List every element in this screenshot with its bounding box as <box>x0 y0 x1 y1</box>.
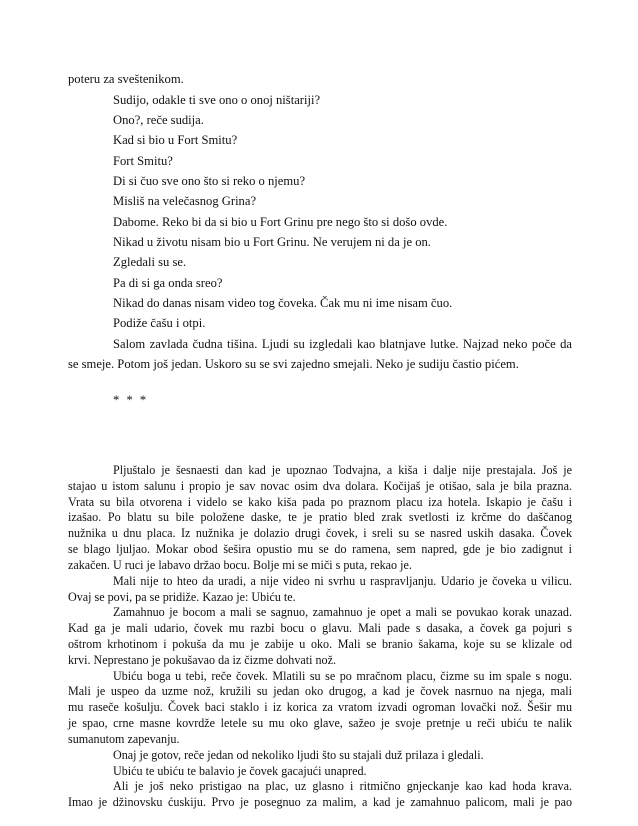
text-line: Zamahnuo je bocom a mali se sagnuo, zamahnuo je opet a mali se povukao korak unazad. <box>113 605 572 619</box>
text-line: Ali je još neko pristigao na plac, uz glasno i ritmično gnjeckanje kao kad hoda krava. <box>113 779 572 793</box>
text-line: krvi. Neprestano je pokušavao da iz čizme dohvati nož. <box>68 653 336 667</box>
text-line: Dabome. Reko bi da si bio u Fort Grinu pre nego što si došo ovde. <box>113 215 448 229</box>
text-line: Kad si bio u Fort Smitu? <box>113 133 238 147</box>
text-line: oštrom krhotinom i pokuša da mu je zabije u oko. Mali se branio šakama, koje su se klizale od <box>68 637 572 651</box>
text-line: Onaj je gotov, reče jedan od nekoliko ljudi što su stajali duž prilaza i gledali. <box>113 748 484 762</box>
text-line: Ono?, reče sudija. <box>113 113 204 127</box>
text-line: Sudijo, odakle ti sve ono o onoj ništariji? <box>113 93 321 107</box>
text-line: je spao, crne masne kovrdže letele su mu oko glave, sažeo je svoje pretnje u reči ubiću te nalik <box>68 716 572 730</box>
text-line: Ovaj se povi, pa se pridiže. Kazao je: Ubiću te. <box>68 590 296 604</box>
text-line: Mali nije to hteo da uradi, a nije video ni svrhu u raspravljanju. Udario je čoveka u vilicu. <box>113 574 572 588</box>
text-line: nužnika u dnu placa. Iz nužnika je dolazio drugi čovek, i sreli su se nasred uskih dasaka. Čovek <box>68 526 572 540</box>
text-line: zakačen. U ruci je labavo držao bocu. Bolje mi se miči s puta, rekao je. <box>68 558 412 572</box>
text-line: Kad ga je mali udario, čovek mu razbi bocu o glavu. Mali pade s dasaka, a čovek ga pojuri s <box>68 621 572 635</box>
text-line: Nikad u životu nisam bio u Fort Grinu. Ne verujem ni da je on. <box>113 235 431 249</box>
text-line: se blago ljuljao. Mokar obod šešira opustio mu se do ramena, sem napred, gde je bio zadignut i <box>68 542 572 556</box>
text-line: Zgledali su se. <box>113 255 187 269</box>
text-line: Fort Smitu? <box>113 154 173 168</box>
text-line: se smeje. Potom još jedan. Uskoro su se svi zajedno smejali. Neko je sudiju častio pićem. <box>68 357 519 371</box>
text-line: mu raseče košulju. Čovek baci staklo i iz korica za vratom izvadi ogroman lovački nož. Šešir mu <box>68 700 572 714</box>
text-line: poteru za sveštenikom. <box>68 72 184 86</box>
text-line: Ubiću boga u tebi, reče čovek. Mlatili su se po mračnom placu, čizme su im spale s nogu. <box>113 669 572 683</box>
text-line: Misliš na velečasnog Grina? <box>113 194 257 208</box>
text-line: stajao u istom salunu i propio je sav novac osim dva dolara. Kočijaš je otišao, sala je bila prazna. <box>68 479 572 493</box>
text-line: Ubiću te ubiću te balavio je čovek gacajući unapred. <box>113 764 367 778</box>
text-line: Pa di si ga onda sreo? <box>113 276 223 290</box>
text-line: Imao je džinovsku ćuskiju. Prvo je posegnuo za malim, a kad je zamahnuo palicom, mali je pao <box>68 795 572 809</box>
text-line: izašao. Po blatu su bile položene daske, te je pratio bled zrak svetlosti iz krčme do daščanog <box>68 510 572 524</box>
text-line: Nikad do danas nisam video tog čoveka. Čak mu ni ime nisam čuo. <box>113 296 453 310</box>
section-separator: * * * <box>113 393 149 407</box>
text-line: Salom zavlada čudna tišina. Ljudi su izgledali kao blatnjave lutke. Najzad neko poče da <box>113 337 572 351</box>
text-line: Podiže čašu i otpi. <box>113 316 206 330</box>
text-line: Vrata su bila otvorena i videlo se kako kiša pada po praznom placu iza hotela. Iskapio je čašu i <box>68 495 572 509</box>
text-line: Di si čuo sve ono što si reko o njemu? <box>113 174 306 188</box>
text-line: Mali je uspeo da uzme nož, kružili su jedan oko drugog, a kad je čovek nasrnuo na njega, mali <box>68 684 572 698</box>
text-line: Pljuštalo je šesnaesti dan kad je upoznao Todvajna, a kiša i dalje nije prestajala. Još je <box>113 463 572 477</box>
text-line: sumanutom zapevanju. <box>68 732 180 746</box>
